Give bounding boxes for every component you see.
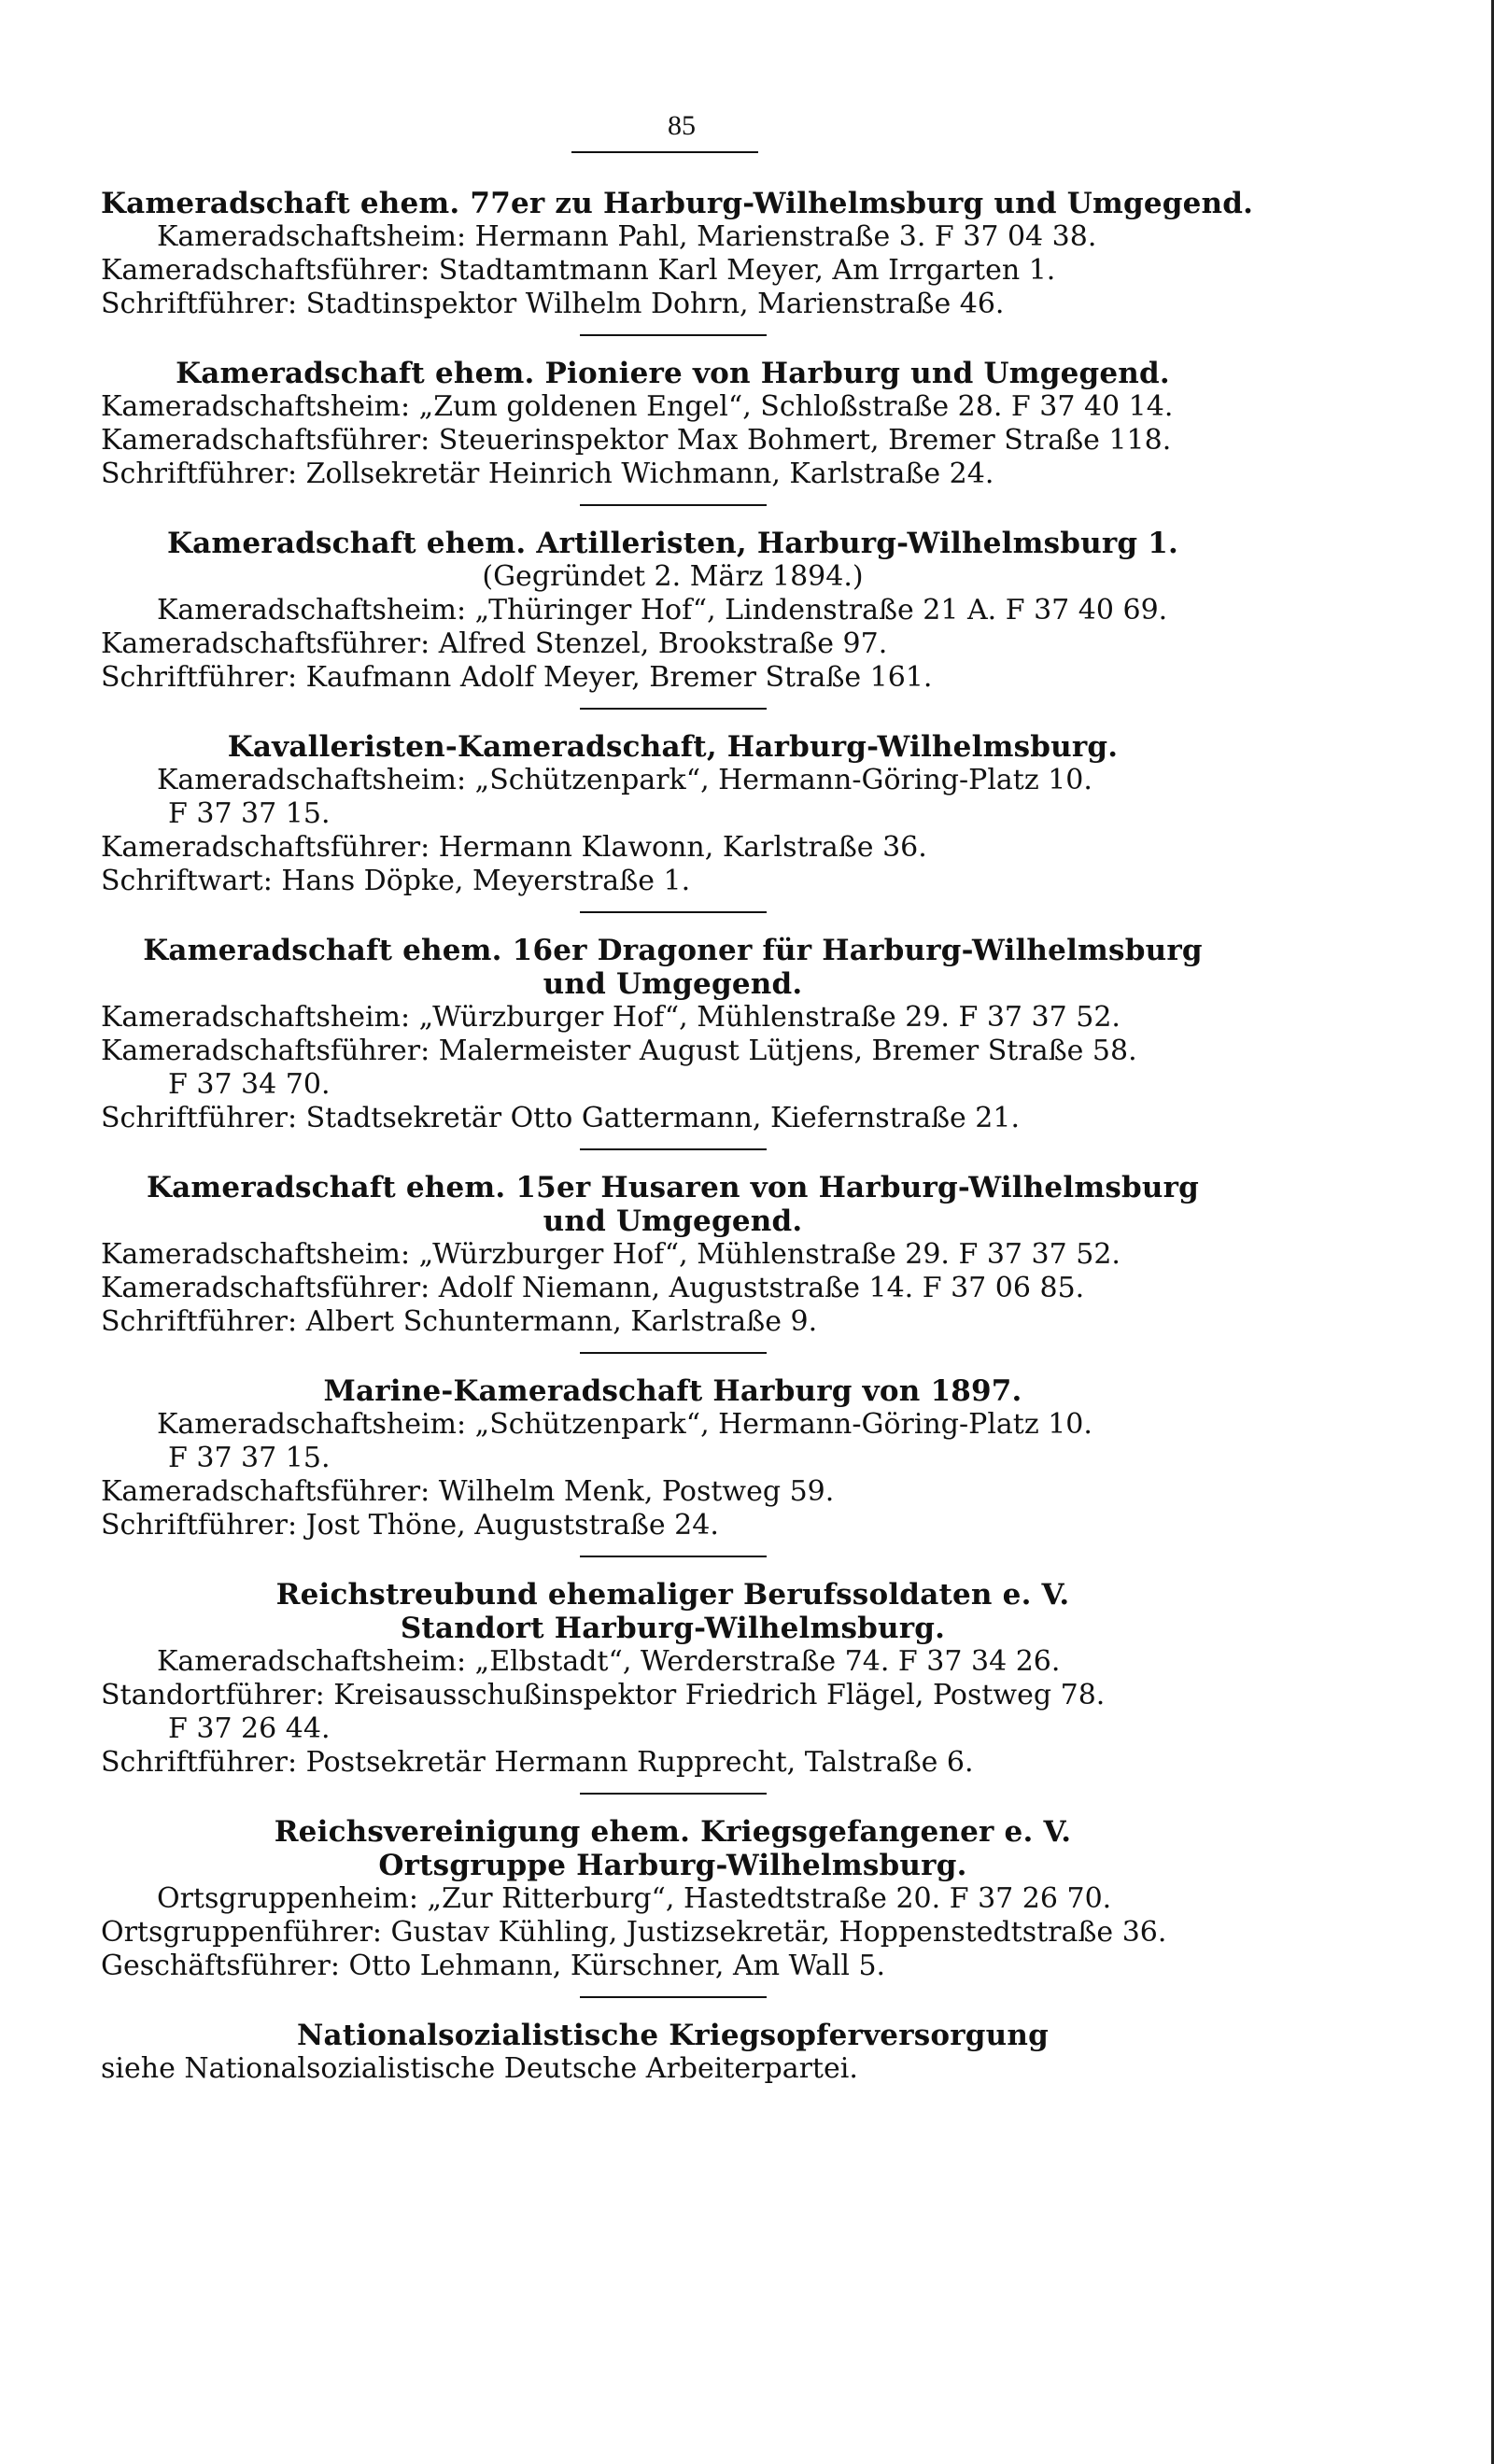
entry-kavalleristen (101, 730, 1245, 898)
separator-rule (580, 1996, 767, 1998)
entry-title-continued: und Umgegend. (543, 1204, 803, 1238)
entry-title: Kameradschaft ehem. Pioniere von Harburg und Umgegend. (176, 357, 1170, 390)
separator-rule (580, 504, 767, 506)
entry-line: Kameradschaftsführer: Wilhelm Menk, Postweg 59. (101, 1475, 835, 1508)
entry-line: Schriftführer: Postsekretär Hermann Rupprecht, Talstraße 6. (101, 1746, 974, 1779)
entry-husaren (101, 1171, 1245, 1339)
entry-line: Kameradschaftsheim: „Schützenpark“, Hermann-Göring-Platz 10. (157, 764, 1092, 796)
entry-kriegsopferversorgung (101, 2019, 1245, 2086)
entry-line: Kameradschaftsführer: Hermann Klawonn, Karlstraße 36. (101, 831, 927, 864)
separator-rule (580, 911, 767, 913)
entry-line: Kameradschaftsheim: Hermann Pahl, Marienstraße 3. F 37 04 38. (157, 220, 1097, 253)
entry-line: Kameradschaftsheim: „Zum goldenen Engel“, Schloßstraße 28. F 37 40 14. (101, 390, 1174, 423)
entry-title: Kameradschaft ehem. 77er zu Harburg-Wilhelmsburg und Umgegend. (101, 187, 1254, 220)
entry-title-continued: und Umgegend. (543, 967, 803, 1001)
header-rule (571, 151, 758, 153)
entries-list (101, 187, 1254, 2086)
entry-line: Kameradschaftsheim: „Würzburger Hof“, Mühlenstraße 29. F 37 37 52. (101, 1001, 1120, 1034)
entry-line: Schriftführer: Kaufmann Adolf Meyer, Bremer Straße 161. (101, 661, 933, 694)
entry-marine (101, 1374, 1245, 1542)
entry-line: siehe Nationalsozialistische Deutsche Arbeiterpartei. (101, 2052, 858, 2085)
entry-line: Ortsgruppenführer: Gustav Kühling, Justizsekretär, Hoppenstedtstraße 36. (101, 1916, 1167, 1949)
entry-dragoner (101, 934, 1245, 1135)
entry-title: Marine-Kameradschaft Harburg von 1897. (323, 1374, 1022, 1408)
separator-rule (580, 334, 767, 336)
entry-title: Nationalsozialistische Kriegsopferversorgung (296, 2019, 1050, 2052)
entry-artilleristen (101, 527, 1245, 695)
entry-line: Schriftführer: Albert Schuntermann, Karlstraße 9. (101, 1305, 818, 1338)
entry-line: Geschäftsführer: Otto Lehmann, Kürschner, Am Wall 5. (101, 1950, 886, 1982)
entry-subtitle: (Gegründet 2. März 1894.) (482, 560, 864, 593)
entry-line: F 37 26 44. (168, 1712, 331, 1745)
entry-line: Schriftführer: Stadtinspektor Wilhelm Dohrn, Marienstraße 46. (101, 288, 1005, 320)
entry-line: F 37 37 15. (168, 1442, 331, 1474)
entry-line: Kameradschaftsheim: „Elbstadt“, Werderstraße 74. F 37 34 26. (157, 1645, 1061, 1678)
page-number: 85 (668, 110, 696, 141)
entry-title: Reichsvereinigung ehem. Kriegsgefangener e. V. (274, 1815, 1072, 1849)
entry-line: Schriftwart: Hans Döpke, Meyerstraße 1. (101, 865, 691, 897)
entry-line: Standortführer: Kreisausschußinspektor Friedrich Flägel, Postweg 78. (101, 1679, 1106, 1711)
entry-title: Reichstreubund ehemaliger Berufssoldaten e. V. (275, 1578, 1070, 1612)
separator-rule (580, 1352, 767, 1354)
entry-77er (101, 187, 1254, 321)
entry-line: Kameradschaftsführer: Malermeister August Lütjens, Bremer Straße 58. (101, 1035, 1137, 1067)
entry-line: Kameradschaftsführer: Alfred Stenzel, Brookstraße 97. (101, 627, 888, 660)
entry-title-continued: Standort Harburg-Wilhelmsburg. (400, 1612, 946, 1645)
separator-rule (580, 1148, 767, 1150)
entry-title: Kameradschaft ehem. Artilleristen, Harburg-Wilhelmsburg 1. (166, 527, 1179, 560)
entry-line: Kameradschaftsführer: Adolf Niemann, Auguststraße 14. F 37 06 85. (101, 1272, 1085, 1304)
entry-line: Schriftführer: Jost Thöne, Auguststraße 24. (101, 1509, 719, 1542)
entry-line: F 37 37 15. (168, 797, 331, 830)
separator-rule (580, 1793, 767, 1795)
entry-line: Kameradschaftsheim: „Würzburger Hof“, Mühlenstraße 29. F 37 37 52. (101, 1238, 1120, 1271)
entry-line: Schriftführer: Zollsekretär Heinrich Wichmann, Karlstraße 24. (101, 458, 994, 490)
entry-title: Kavalleristen-Kameradschaft, Harburg-Wilhelmsburg. (227, 730, 1119, 764)
entry-line: Kameradschaftsführer: Steuerinspektor Max Bohmert, Bremer Straße 118. (101, 424, 1172, 457)
entry-line: Kameradschaftsheim: „Thüringer Hof“, Lindenstraße 21 A. F 37 40 69. (157, 594, 1168, 627)
separator-rule (580, 708, 767, 710)
entry-line: Kameradschaftsführer: Stadtamtmann Karl Meyer, Am Irrgarten 1. (101, 254, 1056, 287)
entry-line: Schriftführer: Stadtsekretär Otto Gattermann, Kiefernstraße 21. (101, 1102, 1020, 1134)
entry-line: Kameradschaftsheim: „Schützenpark“, Hermann-Göring-Platz 10. (157, 1408, 1092, 1441)
entry-reichstreubund (101, 1578, 1245, 1780)
entry-line: Ortsgruppenheim: „Zur Ritterburg“, Hastedtstraße 20. F 37 26 70. (157, 1882, 1112, 1915)
separator-rule (580, 1556, 767, 1557)
entry-pioniere (101, 357, 1245, 491)
entry-title: Kameradschaft ehem. 16er Dragoner für Harburg-Wilhelmsburg (143, 934, 1203, 967)
entry-title: Kameradschaft ehem. 15er Husaren von Harburg-Wilhelmsburg (146, 1171, 1200, 1204)
entry-line: F 37 34 70. (168, 1068, 331, 1101)
entry-reichsvereinigung (101, 1815, 1245, 1983)
entry-title-continued: Ortsgruppe Harburg-Wilhelmsburg. (378, 1849, 967, 1882)
